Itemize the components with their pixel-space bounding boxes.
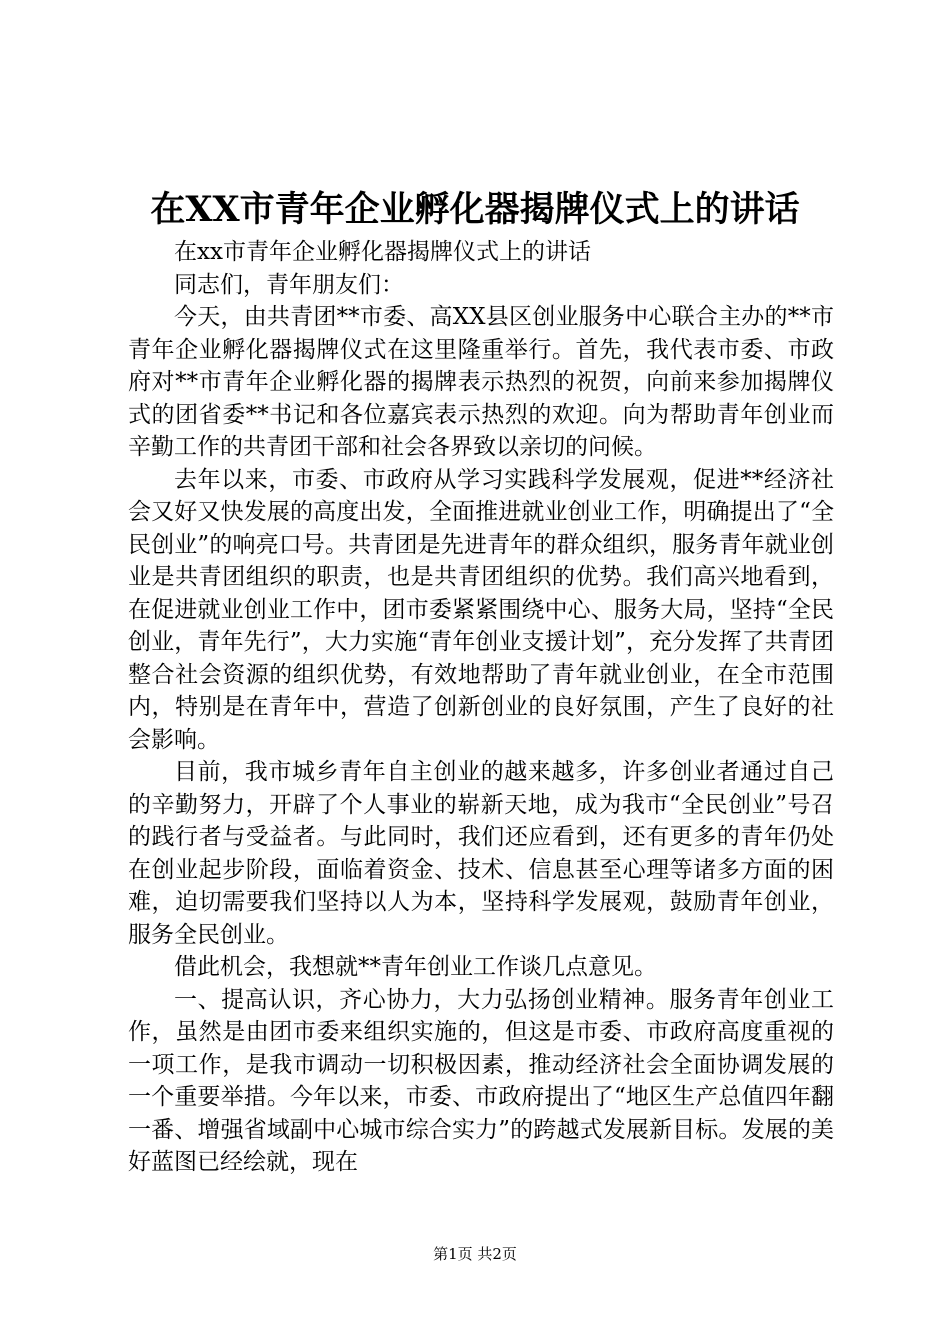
salutation-paragraph: 同志们，青年朋友们： [174,271,404,298]
document-body [128,236,834,1179]
body-paragraph: 借此机会，我想就**青年创业工作谈几点意见。 [174,954,657,980]
subtitle-paragraph: 在xx市青年企业孵化器揭牌仪式上的讲话 [174,239,591,265]
document-title: 在XX市青年企业孵化器揭牌仪式上的讲话 [150,189,800,230]
page-footer: 第1页 共2页 [433,1245,517,1263]
body-paragraph: 今天，由共青团**市委、高XX县区创业服务中心联合主办的**市青年企业孵化器揭牌仪式在这里隆重举行。首先，我代表市委、市政府对**市青年企业孵化器的揭牌表示热烈的祝贺，向前来参加揭牌仪式的团省委**书记和各位嘉宾表示热烈的欢迎。向为帮助青年创业而辛勤工作的共青团干部和社会各界致以亲切的问候。 [128,304,834,460]
body-paragraph: 目前，我市城乡青年自主创业的越来越多，许多创业者通过自己的辛勤努力，开辟了个人事业的崭新天地，成为我市“全民创业”号召的践行者与受益者。与此同时，我们还应看到，还有更多的青年仍处在创业起步阶段，面临着资金、技术、信息甚至心理等诸多方面的困难，迫切需要我们坚持以人为本，坚持科学发展观，鼓励青年创业，服务全民创业。 [128,759,834,948]
body-paragraph: 去年以来，市委、市政府从学习实践科学发展观，促进**经济社会又好又快发展的高度出发，全面推进就业创业工作，明确提出了“全民创业”的响亮口号。共青团是先进青年的群众组织，服务青年就业创业是共青团组织的职责，也是共青团组织的优势。我们高兴地看到，在促进就业创业工作中，团市委紧紧围绕中心、服务大局，坚持“全民创业，青年先行”，大力实施“青年创业支援计划”，充分发挥了共青团整合社会资源的组织优势，有效地帮助了青年就业创业，在全市范围内，特别是在青年中，营造了创新创业的良好氛围，产生了良好的社会影响。 [128,466,834,753]
body-paragraph: 一、提高认识，齐心协力，大力弘扬创业精神。服务青年创业工作，虽然是由团市委来组织实施的，但这是市委、市政府高度重视的一项工作，是我市调动一切积极因素，推动经济社会全面协调发展的一个重要举措。今年以来，市委、市政府提出了“地区生产总值四年翻一番、增强省域副中心城市综合实力”的跨越式发展新目标。发展的美好蓝图已经绘就，现在 [128,986,834,1175]
